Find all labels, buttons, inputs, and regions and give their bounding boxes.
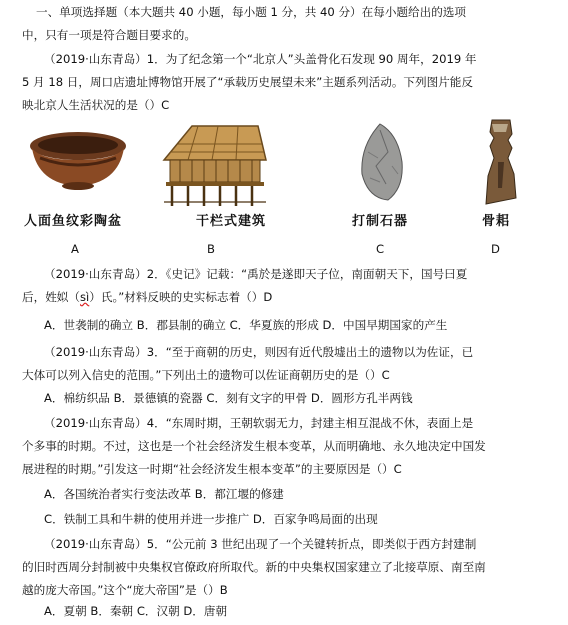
chipped-stone-tool-icon <box>358 122 406 202</box>
figure-caption-a: 人面鱼纹彩陶盆 <box>24 214 123 229</box>
figure-caption-c: 打制石器 <box>352 214 409 229</box>
bone-spade-icon <box>478 118 524 208</box>
q4-options-2: C．铁制工具和牛耕的使用并进一步推广 D．百家争鸣局面的出现 <box>44 512 378 526</box>
q2-line2: 后，姓姒（sì）氏。”材料反映的史实标志着（）D <box>22 290 273 304</box>
q3-options: A．棉纺织品 B．景德镇的瓷器 C．刻有文字的甲骨 D．圆形方孔半两钱 <box>44 391 413 405</box>
q4-line3: 展进程的时期。”引发这一时期“社会经济发生根本变革”的主要原因是（）C <box>22 462 402 476</box>
q3-line1: （2019·山东青岛）3．“至于商朝的历史，则因有近代殷墟出土的遗物以为佐证，已 <box>44 345 474 359</box>
figure-letter-b: B <box>207 242 215 256</box>
q5-line1: （2019·山东青岛）5．“公元前 3 世纪出现了一个关键转折点，即类似于西方封建制 <box>44 537 477 551</box>
q5-line3: 越的庞大帝国。”这个“庞大帝国”是（）B <box>22 583 228 597</box>
q5-options: A．夏朝 B．秦朝 C．汉朝 D．唐朝 <box>44 604 228 618</box>
figure-letter-c: C <box>376 242 385 256</box>
figure-caption-d: 骨耜 <box>482 214 511 229</box>
q1-figures <box>0 118 568 266</box>
section-header-cont: 中，只有一项是符合题目要求的。 <box>22 28 196 42</box>
figure-letter-a: A <box>71 242 79 256</box>
painted-pottery-basin-icon <box>26 124 130 194</box>
q2-options: A．世袭制的确立 B．郡县制的确立 C．华夏族的形成 D．中国早期国家的产生 <box>44 318 448 332</box>
stilt-house-icon <box>158 120 268 210</box>
pinyin-annotation: sì <box>79 290 90 304</box>
figure-letter-d: D <box>491 242 500 256</box>
q4-line1: （2019·山东青岛）4．“东周时期，王朝软弱无力，封建主相互混战不休，表面上是 <box>44 416 474 430</box>
section-header: 一、单项选择题（本大题共 40 小题，每小题 1 分，共 40 分）在每小题给出的选项 <box>36 5 466 19</box>
q5-line2: 的旧时西周分封制被中央集权官僚政府所取代。新的中央集权国家建立了北接草原、南至南 <box>22 560 486 574</box>
q3-line2: 大体可以列入信史的范围。”下列出土的遗物可以佐证商朝历史的是（）C <box>22 368 390 382</box>
q1-line2: 5 月 18 日，周口店遗址博物馆开展了“承载历史展望未来”主题系列活动。下列图片能反 <box>22 75 473 89</box>
q4-options-1: A．各国统治者实行变法改革 B．都江堰的修建 <box>44 487 284 501</box>
q4-line2: 个多事的时期。不过，这也是一个社会经济发生根本变革，从而明确地、永久地决定中国发 <box>22 439 486 453</box>
q1-line1: （2019·山东青岛）1．为了纪念第一个“北京人”头盖骨化石发现 90 周年，2019 年 <box>44 52 477 66</box>
q2-line1: （2019·山东青岛）2．《史记》记载：“禹於是遂即天子位，南面朝天下，国号曰夏 <box>44 267 468 281</box>
q1-line3: 映北京人生活状况的是（）C <box>22 98 170 112</box>
figure-caption-b: 干栏式建筑 <box>196 214 267 229</box>
